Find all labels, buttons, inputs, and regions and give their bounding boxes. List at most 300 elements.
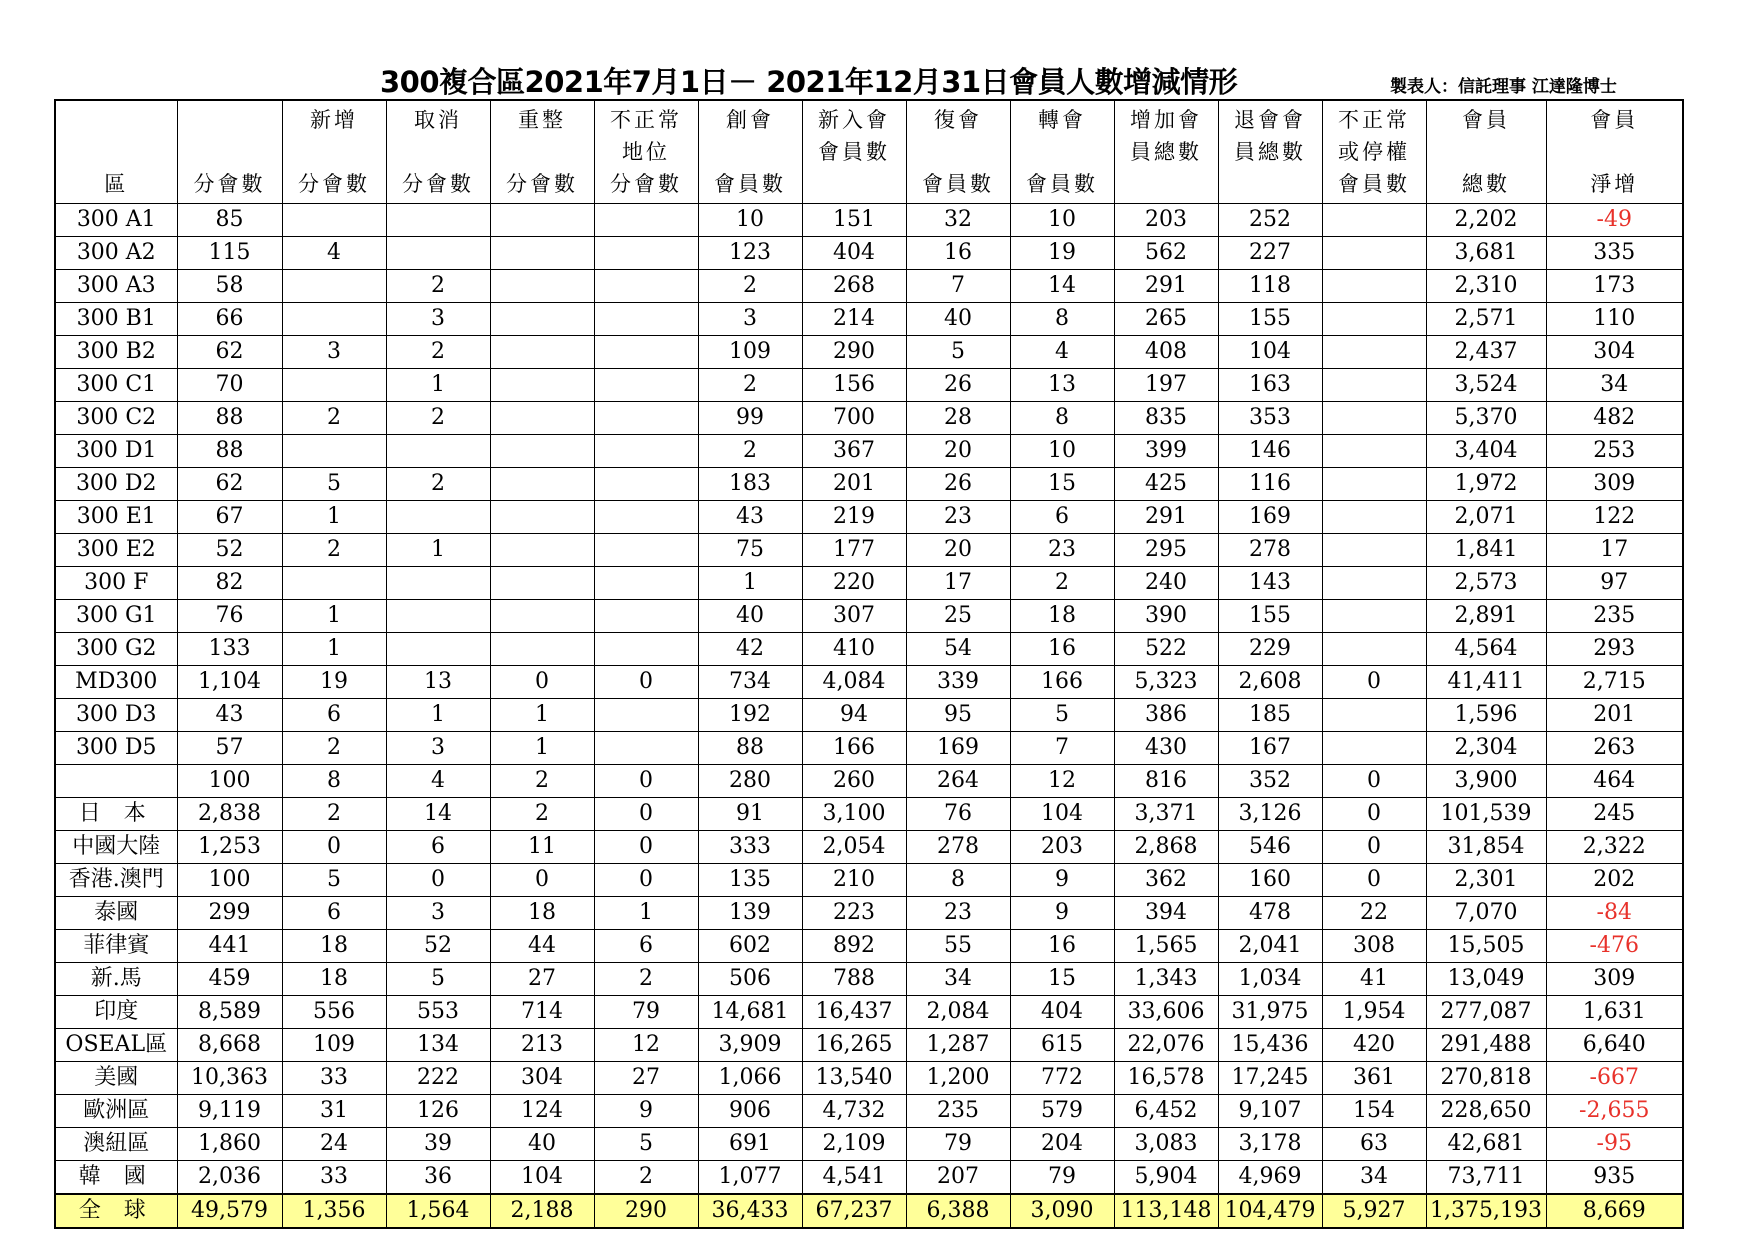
value-cell bbox=[386, 435, 490, 468]
value-cell: 202 bbox=[1546, 864, 1683, 897]
value-cell: 41 bbox=[1322, 963, 1426, 996]
table-row bbox=[55, 930, 1683, 963]
value-cell: 5 bbox=[386, 963, 490, 996]
column-header-line bbox=[803, 168, 906, 200]
column-header bbox=[698, 100, 802, 204]
value-cell: 70 bbox=[177, 369, 282, 402]
value-cell: 169 bbox=[1218, 501, 1322, 534]
value-cell: 9,119 bbox=[177, 1095, 282, 1128]
region-cell: 日 本 bbox=[55, 798, 177, 831]
table-row bbox=[55, 567, 1683, 600]
region-cell: 菲律賓 bbox=[55, 930, 177, 963]
value-cell: 95 bbox=[906, 699, 1010, 732]
value-cell: 41,411 bbox=[1426, 666, 1546, 699]
value-cell: 2,188 bbox=[490, 1194, 594, 1228]
value-cell: 556 bbox=[282, 996, 386, 1029]
value-cell: 291 bbox=[1114, 501, 1218, 534]
value-cell bbox=[386, 204, 490, 237]
column-header-line: 退會會 bbox=[1234, 108, 1306, 132]
value-cell: 155 bbox=[1218, 600, 1322, 633]
value-cell: 156 bbox=[802, 369, 906, 402]
value-cell: 62 bbox=[177, 468, 282, 501]
column-header-line: 會員數 bbox=[818, 140, 890, 164]
value-cell: 24 bbox=[282, 1128, 386, 1161]
region-cell: 中國大陸 bbox=[55, 831, 177, 864]
value-cell: 1,077 bbox=[698, 1161, 802, 1195]
region-cell: 印度 bbox=[55, 996, 177, 1029]
region-cell: 300 D1 bbox=[55, 435, 177, 468]
value-cell: 816 bbox=[1114, 765, 1218, 798]
value-cell: 26 bbox=[906, 369, 1010, 402]
value-cell: 2,322 bbox=[1546, 831, 1683, 864]
value-cell: 361 bbox=[1322, 1062, 1426, 1095]
preparer-note: 製表人：信託理事 江達隆博士 bbox=[1390, 77, 1617, 97]
value-cell: 10 bbox=[698, 204, 802, 237]
value-cell: 5,927 bbox=[1322, 1194, 1426, 1228]
value-cell: 0 bbox=[1322, 798, 1426, 831]
value-cell: 203 bbox=[1010, 831, 1114, 864]
value-cell: 8,669 bbox=[1546, 1194, 1683, 1228]
value-cell: 169 bbox=[906, 732, 1010, 765]
value-cell: 12 bbox=[594, 1029, 698, 1062]
value-cell: 76 bbox=[177, 600, 282, 633]
value-cell: 14 bbox=[386, 798, 490, 831]
column-header bbox=[1546, 100, 1683, 204]
column-header-line: 分會數 bbox=[193, 172, 266, 196]
value-cell: 210 bbox=[802, 864, 906, 897]
region-cell: 300 C1 bbox=[55, 369, 177, 402]
value-cell: 126 bbox=[386, 1095, 490, 1128]
value-cell: 0 bbox=[1322, 864, 1426, 897]
value-cell: 3 bbox=[386, 303, 490, 336]
table-row bbox=[55, 831, 1683, 864]
table-body bbox=[55, 204, 1683, 1229]
value-cell: 3,126 bbox=[1218, 798, 1322, 831]
value-cell: 6,388 bbox=[906, 1194, 1010, 1228]
column-header-line: 會員 bbox=[1462, 108, 1510, 132]
value-cell bbox=[490, 204, 594, 237]
value-cell: 4,541 bbox=[802, 1161, 906, 1195]
value-cell bbox=[594, 336, 698, 369]
value-cell: 22 bbox=[1322, 897, 1426, 930]
value-cell: 2 bbox=[282, 798, 386, 831]
value-cell: 8,589 bbox=[177, 996, 282, 1029]
value-cell bbox=[490, 402, 594, 435]
value-cell bbox=[386, 237, 490, 270]
value-cell: 6,640 bbox=[1546, 1029, 1683, 1062]
column-header-line bbox=[1547, 136, 1683, 168]
value-cell: 16,437 bbox=[802, 996, 906, 1029]
column-header bbox=[490, 100, 594, 204]
value-cell: 546 bbox=[1218, 831, 1322, 864]
value-cell bbox=[594, 402, 698, 435]
value-cell: 134 bbox=[386, 1029, 490, 1062]
value-cell: 3,404 bbox=[1426, 435, 1546, 468]
table-row bbox=[55, 435, 1683, 468]
value-cell bbox=[490, 435, 594, 468]
value-cell: 17 bbox=[906, 567, 1010, 600]
value-cell: 18 bbox=[490, 897, 594, 930]
value-cell: 260 bbox=[802, 765, 906, 798]
value-cell: 2 bbox=[490, 765, 594, 798]
value-cell: 1,200 bbox=[906, 1062, 1010, 1095]
value-cell: 293 bbox=[1546, 633, 1683, 666]
value-cell: 0 bbox=[1322, 765, 1426, 798]
value-cell: 335 bbox=[1546, 237, 1683, 270]
region-cell: 300 A3 bbox=[55, 270, 177, 303]
value-cell: 714 bbox=[490, 996, 594, 1029]
value-cell bbox=[490, 336, 594, 369]
region-cell: 300 F bbox=[55, 567, 177, 600]
value-cell: 7,070 bbox=[1426, 897, 1546, 930]
value-cell: 2 bbox=[1010, 567, 1114, 600]
value-cell bbox=[594, 237, 698, 270]
value-cell: 386 bbox=[1114, 699, 1218, 732]
value-cell: 36 bbox=[386, 1161, 490, 1195]
value-cell: 16,578 bbox=[1114, 1062, 1218, 1095]
value-cell: 309 bbox=[1546, 963, 1683, 996]
value-cell: 1,564 bbox=[386, 1194, 490, 1228]
value-cell: 0 bbox=[1322, 666, 1426, 699]
column-header-line bbox=[56, 104, 177, 136]
value-cell: 31,975 bbox=[1218, 996, 1322, 1029]
value-cell: 2,301 bbox=[1426, 864, 1546, 897]
value-cell: 2,054 bbox=[802, 831, 906, 864]
value-cell: 308 bbox=[1322, 930, 1426, 963]
value-cell: 73,711 bbox=[1426, 1161, 1546, 1195]
value-cell: 835 bbox=[1114, 402, 1218, 435]
value-cell: 459 bbox=[177, 963, 282, 996]
value-cell: 139 bbox=[698, 897, 802, 930]
value-cell: 333 bbox=[698, 831, 802, 864]
value-cell: 2 bbox=[282, 732, 386, 765]
value-cell bbox=[594, 633, 698, 666]
value-cell bbox=[594, 270, 698, 303]
column-header-line: 會員數 bbox=[714, 172, 786, 196]
value-cell: 214 bbox=[802, 303, 906, 336]
value-cell: 265 bbox=[1114, 303, 1218, 336]
table-row bbox=[55, 897, 1683, 930]
value-cell: 36,433 bbox=[698, 1194, 802, 1228]
value-cell: 88 bbox=[177, 402, 282, 435]
value-cell: 408 bbox=[1114, 336, 1218, 369]
column-header-line bbox=[907, 136, 1010, 168]
value-cell: 304 bbox=[1546, 336, 1683, 369]
column-header bbox=[386, 100, 490, 204]
value-cell: 39 bbox=[386, 1128, 490, 1161]
value-cell: 34 bbox=[906, 963, 1010, 996]
value-cell: 280 bbox=[698, 765, 802, 798]
value-cell: 19 bbox=[282, 666, 386, 699]
value-cell: 15 bbox=[1010, 963, 1114, 996]
value-cell: 5 bbox=[282, 864, 386, 897]
value-cell: 1 bbox=[490, 699, 594, 732]
table-row bbox=[55, 765, 1683, 798]
value-cell: 478 bbox=[1218, 897, 1322, 930]
value-cell bbox=[490, 600, 594, 633]
value-cell: 25 bbox=[906, 600, 1010, 633]
value-cell: 291,488 bbox=[1426, 1029, 1546, 1062]
value-cell: 4 bbox=[282, 237, 386, 270]
value-cell: 160 bbox=[1218, 864, 1322, 897]
value-cell bbox=[594, 303, 698, 336]
table-row bbox=[55, 402, 1683, 435]
value-cell: 52 bbox=[177, 534, 282, 567]
value-cell: 615 bbox=[1010, 1029, 1114, 1062]
value-cell: 63 bbox=[1322, 1128, 1426, 1161]
value-cell: 7 bbox=[1010, 732, 1114, 765]
region-cell: 300 D3 bbox=[55, 699, 177, 732]
value-cell: 5 bbox=[282, 468, 386, 501]
value-cell: 240 bbox=[1114, 567, 1218, 600]
value-cell: 54 bbox=[906, 633, 1010, 666]
value-cell: 0 bbox=[594, 831, 698, 864]
table-row bbox=[55, 864, 1683, 897]
value-cell: 362 bbox=[1114, 864, 1218, 897]
value-cell: 104 bbox=[1218, 336, 1322, 369]
value-cell: 40 bbox=[490, 1128, 594, 1161]
value-cell: 367 bbox=[802, 435, 906, 468]
value-cell bbox=[1322, 534, 1426, 567]
value-cell bbox=[490, 237, 594, 270]
value-cell: 66 bbox=[177, 303, 282, 336]
value-cell: 123 bbox=[698, 237, 802, 270]
value-cell bbox=[282, 303, 386, 336]
value-cell: 309 bbox=[1546, 468, 1683, 501]
value-cell: 42 bbox=[698, 633, 802, 666]
value-cell: 97 bbox=[1546, 567, 1683, 600]
value-cell: 166 bbox=[802, 732, 906, 765]
table-row bbox=[55, 1128, 1683, 1161]
value-cell: 3,178 bbox=[1218, 1128, 1322, 1161]
value-cell: 245 bbox=[1546, 798, 1683, 831]
region-cell: 全 球 bbox=[55, 1194, 177, 1228]
value-cell bbox=[594, 567, 698, 600]
value-cell: 0 bbox=[594, 765, 698, 798]
value-cell bbox=[490, 303, 594, 336]
value-cell: 264 bbox=[906, 765, 1010, 798]
value-cell: 155 bbox=[1218, 303, 1322, 336]
value-cell: 122 bbox=[1546, 501, 1683, 534]
region-cell: 美國 bbox=[55, 1062, 177, 1095]
value-cell: 562 bbox=[1114, 237, 1218, 270]
value-cell: 82 bbox=[177, 567, 282, 600]
value-cell: 2,608 bbox=[1218, 666, 1322, 699]
value-cell: 9 bbox=[1010, 864, 1114, 897]
value-cell: 151 bbox=[802, 204, 906, 237]
value-cell: 522 bbox=[1114, 633, 1218, 666]
column-header-line: 取消 bbox=[414, 108, 462, 132]
value-cell: 16 bbox=[906, 237, 1010, 270]
table-row bbox=[55, 798, 1683, 831]
table-row bbox=[55, 699, 1683, 732]
value-cell: 6 bbox=[1010, 501, 1114, 534]
value-cell bbox=[1322, 600, 1426, 633]
table-row bbox=[55, 1161, 1683, 1195]
value-cell: 1,841 bbox=[1426, 534, 1546, 567]
value-cell: 2,437 bbox=[1426, 336, 1546, 369]
value-cell: 18 bbox=[282, 963, 386, 996]
value-cell: 353 bbox=[1218, 402, 1322, 435]
region-cell: 300 E1 bbox=[55, 501, 177, 534]
value-cell: 227 bbox=[1218, 237, 1322, 270]
value-cell: 404 bbox=[802, 237, 906, 270]
value-cell: 183 bbox=[698, 468, 802, 501]
value-cell: 13,540 bbox=[802, 1062, 906, 1095]
value-cell: 278 bbox=[906, 831, 1010, 864]
column-header-line: 增加會 bbox=[1130, 108, 1202, 132]
value-cell: 17,245 bbox=[1218, 1062, 1322, 1095]
value-cell: 1,356 bbox=[282, 1194, 386, 1228]
value-cell: 6 bbox=[282, 699, 386, 732]
value-cell: 295 bbox=[1114, 534, 1218, 567]
value-cell: 253 bbox=[1546, 435, 1683, 468]
value-cell: 2,071 bbox=[1426, 501, 1546, 534]
value-cell: 23 bbox=[906, 501, 1010, 534]
value-cell: 213 bbox=[490, 1029, 594, 1062]
table-row bbox=[55, 204, 1683, 237]
value-cell: 235 bbox=[1546, 600, 1683, 633]
value-cell: 228,650 bbox=[1426, 1095, 1546, 1128]
value-cell: 67,237 bbox=[802, 1194, 906, 1228]
table-row bbox=[55, 600, 1683, 633]
value-cell bbox=[594, 732, 698, 765]
value-cell: 2 bbox=[594, 1161, 698, 1195]
column-header-line bbox=[56, 136, 177, 168]
value-cell: -84 bbox=[1546, 897, 1683, 930]
value-cell: 52 bbox=[386, 930, 490, 963]
value-cell: 5 bbox=[1010, 699, 1114, 732]
value-cell: 464 bbox=[1546, 765, 1683, 798]
value-cell: 14,681 bbox=[698, 996, 802, 1029]
column-header-line bbox=[178, 136, 282, 168]
column-header-line bbox=[1011, 136, 1114, 168]
column-header-line: 會員數 bbox=[1026, 172, 1098, 196]
value-cell: 16,265 bbox=[802, 1029, 906, 1062]
value-cell: 6 bbox=[282, 897, 386, 930]
value-cell: 1 bbox=[490, 732, 594, 765]
value-cell: 154 bbox=[1322, 1095, 1426, 1128]
value-cell: 1,375,193 bbox=[1426, 1194, 1546, 1228]
value-cell: 5 bbox=[906, 336, 1010, 369]
column-header-line: 會員數 bbox=[922, 172, 994, 196]
table-row bbox=[55, 336, 1683, 369]
value-cell: 15,505 bbox=[1426, 930, 1546, 963]
value-cell bbox=[1322, 633, 1426, 666]
value-cell: 94 bbox=[802, 699, 906, 732]
value-cell: 339 bbox=[906, 666, 1010, 699]
value-cell: 27 bbox=[594, 1062, 698, 1095]
value-cell: -49 bbox=[1546, 204, 1683, 237]
value-cell: 2 bbox=[282, 534, 386, 567]
value-cell: 3,900 bbox=[1426, 765, 1546, 798]
value-cell bbox=[1322, 204, 1426, 237]
region-cell: 300 C2 bbox=[55, 402, 177, 435]
value-cell: 1,972 bbox=[1426, 468, 1546, 501]
value-cell: 2 bbox=[282, 402, 386, 435]
value-cell: 691 bbox=[698, 1128, 802, 1161]
value-cell: 15,436 bbox=[1218, 1029, 1322, 1062]
region-cell: 泰國 bbox=[55, 897, 177, 930]
value-cell: 229 bbox=[1218, 633, 1322, 666]
value-cell: 4,732 bbox=[802, 1095, 906, 1128]
value-cell: 16 bbox=[1010, 930, 1114, 963]
value-cell: 135 bbox=[698, 864, 802, 897]
value-cell: 4,969 bbox=[1218, 1161, 1322, 1195]
value-cell: 85 bbox=[177, 204, 282, 237]
value-cell: 0 bbox=[594, 798, 698, 831]
column-header-line: 重整 bbox=[518, 108, 566, 132]
value-cell: 1 bbox=[282, 600, 386, 633]
column-header bbox=[802, 100, 906, 204]
table-row bbox=[55, 633, 1683, 666]
region-cell: 歐洲區 bbox=[55, 1095, 177, 1128]
column-header bbox=[1426, 100, 1546, 204]
column-header-line: 員總數 bbox=[1234, 140, 1306, 164]
value-cell: 2,573 bbox=[1426, 567, 1546, 600]
column-header bbox=[282, 100, 386, 204]
value-cell: 0 bbox=[490, 864, 594, 897]
value-cell: 420 bbox=[1322, 1029, 1426, 1062]
table-header bbox=[55, 100, 1683, 204]
value-cell: 220 bbox=[802, 567, 906, 600]
value-cell: 5,323 bbox=[1114, 666, 1218, 699]
region-cell: 300 B2 bbox=[55, 336, 177, 369]
value-cell: 3,524 bbox=[1426, 369, 1546, 402]
value-cell: 3,681 bbox=[1426, 237, 1546, 270]
value-cell: 2 bbox=[698, 369, 802, 402]
value-cell: 1,343 bbox=[1114, 963, 1218, 996]
value-cell: 62 bbox=[177, 336, 282, 369]
membership-table bbox=[54, 99, 1684, 1229]
column-header-line: 不正常 bbox=[1338, 108, 1410, 132]
value-cell: 2,310 bbox=[1426, 270, 1546, 303]
value-cell bbox=[386, 567, 490, 600]
value-cell: 2 bbox=[698, 270, 802, 303]
value-cell: -476 bbox=[1546, 930, 1683, 963]
value-cell: 192 bbox=[698, 699, 802, 732]
value-cell bbox=[490, 270, 594, 303]
value-cell: 772 bbox=[1010, 1062, 1114, 1095]
value-cell bbox=[1322, 435, 1426, 468]
value-cell: 67 bbox=[177, 501, 282, 534]
value-cell bbox=[1322, 336, 1426, 369]
column-header bbox=[55, 100, 177, 204]
value-cell: 278 bbox=[1218, 534, 1322, 567]
column-header-line bbox=[1427, 136, 1546, 168]
page-title: 300複合區2021年7月1日－ 2021年12月31日會員人數增減情形 bbox=[380, 65, 1238, 99]
value-cell: 579 bbox=[1010, 1095, 1114, 1128]
value-cell: 2,109 bbox=[802, 1128, 906, 1161]
value-cell: 201 bbox=[1546, 699, 1683, 732]
value-cell: 0 bbox=[386, 864, 490, 897]
column-header-line: 或停權 bbox=[1338, 140, 1410, 164]
value-cell: 734 bbox=[698, 666, 802, 699]
value-cell: 118 bbox=[1218, 270, 1322, 303]
value-cell: 116 bbox=[1218, 468, 1322, 501]
value-cell: 166 bbox=[1010, 666, 1114, 699]
value-cell: 6,452 bbox=[1114, 1095, 1218, 1128]
value-cell: 173 bbox=[1546, 270, 1683, 303]
value-cell bbox=[490, 534, 594, 567]
value-cell: 2 bbox=[490, 798, 594, 831]
value-cell: 197 bbox=[1114, 369, 1218, 402]
value-cell bbox=[386, 633, 490, 666]
value-cell: 6 bbox=[594, 930, 698, 963]
value-cell: 11 bbox=[490, 831, 594, 864]
value-cell: 2,304 bbox=[1426, 732, 1546, 765]
value-cell bbox=[1322, 468, 1426, 501]
